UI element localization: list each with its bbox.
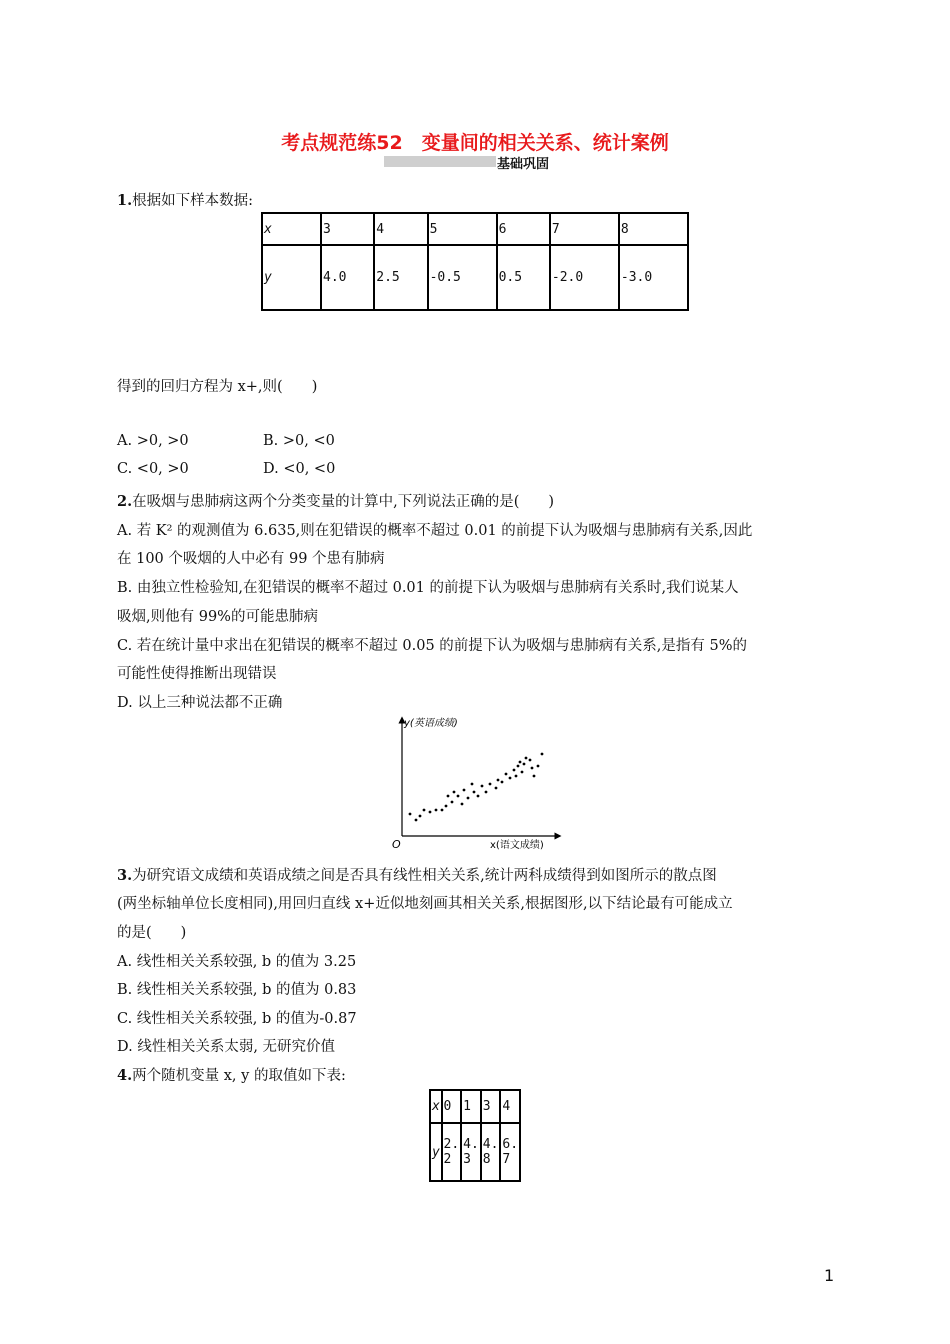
scatter-point: [537, 765, 540, 768]
q2-line: A. 若 K² 的观测值为 6.635,则在犯错误的概率不超过 0.01 的前提下认为吸烟与患肺病有关系,因此: [117, 523, 753, 539]
q1-y-cell: -3.0: [619, 245, 688, 310]
origin-label: O: [392, 838, 401, 851]
q2-number: 2.: [117, 493, 133, 510]
q3-line: 为研究语文成绩和英语成绩之间是否具有线性相关关系,统计两科成绩得到如图所示的散点图: [132, 868, 717, 884]
scatter-points: [409, 753, 544, 822]
q2-line: 可能性使得推断出现错误: [117, 666, 277, 682]
scatter-point: [451, 801, 454, 804]
q1-prompt: [117, 189, 253, 210]
q1-y-cell: 0.5: [497, 245, 550, 310]
scatter-point: [513, 769, 516, 772]
scatter-point: [463, 789, 466, 792]
q1-y-cell: -2.0: [550, 245, 619, 310]
scatter-point: [519, 761, 522, 764]
q1-stem: 得到的回归方程为 x+,则( ): [117, 379, 318, 395]
scatter-point: [505, 773, 508, 776]
scatter-point: [523, 763, 526, 766]
page-number: 1: [824, 1266, 835, 1285]
scatter-point: [473, 791, 476, 794]
q4-y-cell: 4.3: [461, 1123, 481, 1181]
q4-prompt: [117, 1064, 346, 1085]
scatter-point: [531, 767, 534, 770]
scatter-point: [515, 775, 518, 778]
scatter-point: [409, 813, 412, 816]
scatter-point: [533, 775, 536, 778]
scatter-point: [423, 809, 426, 812]
scatter-point: [441, 809, 444, 812]
q3-option-a: A. 线性相关关系较强, b 的值为 3.25: [117, 954, 357, 970]
q1-x-cell: 5: [428, 213, 497, 245]
q4-y-cell: 6.7: [500, 1123, 520, 1181]
q4-text: 两个随机变量 x, y 的取值如下表:: [132, 1068, 346, 1084]
scatter-point: [497, 779, 500, 782]
q1-option-d: D. <0, <0: [263, 461, 336, 477]
q2-line: D. 以上三种说法都不正确: [117, 695, 283, 711]
scatter-point: [457, 795, 460, 798]
q1-x-cell: 7: [550, 213, 619, 245]
scatter-point: [541, 753, 544, 756]
q3-prompt: [117, 864, 717, 885]
q1-option-c: C. <0, >0: [117, 461, 189, 477]
q4-number: 4.: [117, 1067, 133, 1084]
scatter-point: [435, 809, 438, 812]
q3-number: 3.: [117, 867, 133, 884]
q2-line: 在 100 个吸烟的人中必有 99 个患有肺病: [117, 551, 385, 567]
q3-option-c: C. 线性相关关系较强, b 的值为-0.87: [117, 1011, 357, 1027]
scatter-point: [453, 791, 456, 794]
scatter-point: [521, 771, 524, 774]
scatter-point: [467, 797, 470, 800]
q1-option-a: A. >0, >0: [117, 433, 189, 449]
q4-y-label: y: [430, 1123, 442, 1181]
y-axis-label: y(英语成绩): [404, 718, 458, 729]
scatter-point: [471, 783, 474, 786]
x-axis-label: x(语文成绩): [490, 840, 544, 851]
q1-y-label: y: [262, 245, 321, 310]
q3-option-b: B. 线性相关关系较强, b 的值为 0.83: [117, 982, 357, 998]
q1-table: [261, 212, 689, 311]
q1-x-cell: 8: [619, 213, 688, 245]
q3-option-d: D. 线性相关关系太弱, 无研究价值: [117, 1039, 336, 1055]
q1-x-cell: 4: [374, 213, 427, 245]
q1-x-cell: 6: [497, 213, 550, 245]
q4-x-cell: 3: [481, 1090, 501, 1123]
q4-y-cell: 4.8: [481, 1123, 501, 1181]
q4-y-cell: 2.2: [442, 1123, 462, 1181]
q1-x-cell: 3: [321, 213, 374, 245]
q2-line: 吸烟,则他有 99%的可能患肺病: [117, 609, 318, 625]
scatter-point: [529, 759, 532, 762]
scatter-plot: [388, 712, 568, 852]
q3-line: 的是( ): [117, 925, 187, 941]
scatter-point: [445, 805, 448, 808]
q2-text: 在吸烟与患肺病这两个分类变量的计算中,下列说法正确的是( ): [132, 494, 555, 510]
q1-text: 根据如下样本数据:: [132, 193, 254, 209]
q2-prompt: [117, 490, 554, 511]
q1-y-cell: 2.5: [374, 245, 427, 310]
q1-option-b: B. >0, <0: [263, 433, 335, 449]
scatter-point: [429, 811, 432, 814]
section-subtitle: 基础巩固: [497, 157, 550, 172]
scatter-point: [509, 777, 512, 780]
scatter-point: [415, 819, 418, 822]
scatter-point: [517, 765, 520, 768]
scatter-point: [447, 795, 450, 798]
scatter-point: [495, 787, 498, 790]
q1-x-label: x: [262, 213, 321, 245]
q2-line: B. 由独立性检验知,在犯错误的概率不超过 0.01 的前提下认为吸烟与患肺病有关系时,我们说某人: [117, 580, 739, 596]
q3-line: (两坐标轴单位长度相同),用回归直线 x+近似地刻画其相关关系,根据图形,以下结论最有可能成立: [117, 896, 733, 912]
scatter-point: [485, 791, 488, 794]
scatter-point: [419, 815, 422, 818]
q1-y-cell: 4.0: [321, 245, 374, 310]
scatter-point: [481, 785, 484, 788]
q4-x-label: x: [430, 1090, 442, 1123]
scatter-point: [477, 795, 480, 798]
scatter-point: [501, 781, 504, 784]
q4-x-cell: 4: [500, 1090, 520, 1123]
q4-x-cell: 1: [461, 1090, 481, 1123]
q2-line: C. 若在统计量中求出在犯错误的概率不超过 0.05 的前提下认为吸烟与患肺病有关系,是指有 5%的: [117, 638, 748, 654]
scatter-point: [489, 783, 492, 786]
subtitle-bar: [384, 156, 496, 167]
q1-y-cell: -0.5: [428, 245, 497, 310]
page-title: 考点规范练52 变量间的相关关系、统计案例: [281, 132, 669, 154]
q4-table: [429, 1089, 521, 1182]
scatter-point: [461, 803, 464, 806]
scatter-point: [525, 757, 528, 760]
q4-x-cell: 0: [442, 1090, 462, 1123]
q1-number: 1.: [117, 192, 133, 209]
